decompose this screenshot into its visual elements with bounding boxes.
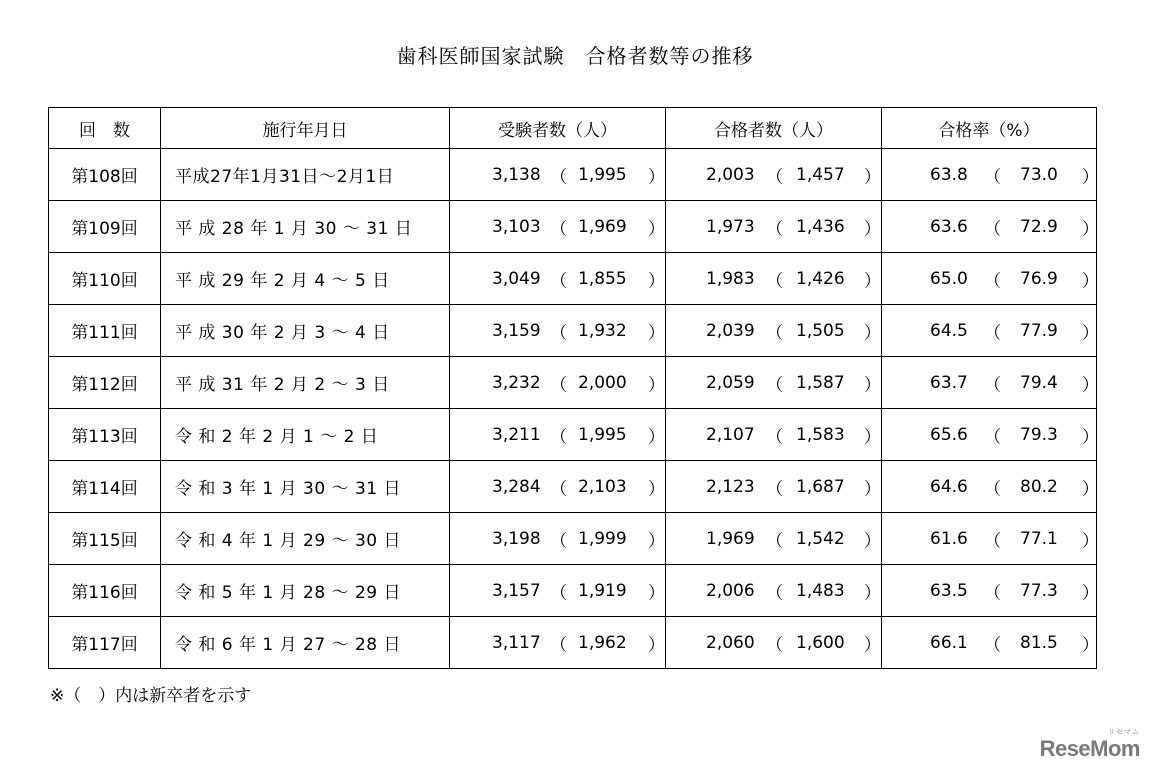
rate-new-graduate-value: 72.9 bbox=[1020, 216, 1058, 237]
paren-close: ） bbox=[648, 219, 665, 239]
paren-close: ） bbox=[648, 531, 665, 551]
cell-examinees bbox=[450, 409, 666, 461]
paren-open: （ bbox=[550, 427, 567, 447]
paren-open: （ bbox=[984, 635, 1001, 655]
cell-round: 第111回 bbox=[49, 305, 161, 357]
examinees-value: 3,284 bbox=[492, 476, 541, 497]
passers-value: 1,969 bbox=[706, 528, 755, 549]
rate-value: 63.6 bbox=[930, 216, 968, 237]
cell-rate bbox=[882, 253, 1097, 305]
paren-close: ） bbox=[864, 271, 881, 291]
table-row bbox=[49, 149, 1097, 201]
paren-open: （ bbox=[984, 219, 1001, 239]
rate-value: 64.5 bbox=[930, 320, 968, 341]
cell-rate bbox=[882, 565, 1097, 617]
rate-new-graduate-value: 73.0 bbox=[1020, 164, 1058, 185]
cell-round: 第114回 bbox=[49, 461, 161, 513]
paren-open: （ bbox=[766, 583, 783, 603]
cell-examinees bbox=[450, 513, 666, 565]
paren-close: ） bbox=[1082, 635, 1099, 655]
cell-passers bbox=[666, 565, 882, 617]
passers-value: 2,059 bbox=[706, 372, 755, 393]
paren-open: （ bbox=[766, 635, 783, 655]
examinees-value: 3,232 bbox=[492, 372, 541, 393]
table-row bbox=[49, 461, 1097, 513]
cell-rate bbox=[882, 409, 1097, 461]
cell-date: 平 成 31 年 2 月 2 ～ 3 日 bbox=[161, 357, 450, 409]
table-header-row bbox=[49, 108, 1097, 149]
passers-value: 1,973 bbox=[706, 216, 755, 237]
passers-new-graduate-value: 1,426 bbox=[796, 268, 845, 289]
paren-close: ） bbox=[648, 375, 665, 395]
rate-new-graduate-value: 79.3 bbox=[1020, 424, 1058, 445]
cell-passers bbox=[666, 253, 882, 305]
cell-passers bbox=[666, 409, 882, 461]
paren-close: ） bbox=[648, 271, 665, 291]
examinees-value: 3,198 bbox=[492, 528, 541, 549]
cell-rate bbox=[882, 513, 1097, 565]
examinees-value: 3,211 bbox=[492, 424, 541, 445]
cell-date: 令 和 4 年 1 月 29 ～ 30 日 bbox=[161, 513, 450, 565]
rate-value: 61.6 bbox=[930, 528, 968, 549]
paren-open: （ bbox=[550, 531, 567, 551]
rate-new-graduate-value: 77.9 bbox=[1020, 320, 1058, 341]
paren-open: （ bbox=[766, 271, 783, 291]
paren-open: （ bbox=[550, 375, 567, 395]
paren-close: ） bbox=[864, 583, 881, 603]
cell-passers bbox=[666, 305, 882, 357]
passers-new-graduate-value: 1,505 bbox=[796, 320, 845, 341]
cell-round: 第110回 bbox=[49, 253, 161, 305]
passers-new-graduate-value: 1,600 bbox=[796, 632, 845, 653]
passers-value: 2,006 bbox=[706, 580, 755, 601]
examinees-new-graduate-value: 1,962 bbox=[578, 632, 627, 653]
paren-open: （ bbox=[766, 167, 783, 187]
paren-close: ） bbox=[648, 167, 665, 187]
paren-open: （ bbox=[766, 375, 783, 395]
rate-new-graduate-value: 80.2 bbox=[1020, 476, 1058, 497]
resemom-logo bbox=[1039, 729, 1140, 762]
cell-examinees bbox=[450, 149, 666, 201]
passers-new-graduate-value: 1,587 bbox=[796, 372, 845, 393]
examinees-value: 3,157 bbox=[492, 580, 541, 601]
paren-open: （ bbox=[984, 427, 1001, 447]
passers-value: 2,060 bbox=[706, 632, 755, 653]
paren-open: （ bbox=[550, 479, 567, 499]
cell-rate bbox=[882, 201, 1097, 253]
passers-value: 2,123 bbox=[706, 476, 755, 497]
examinees-new-graduate-value: 1,932 bbox=[578, 320, 627, 341]
passers-value: 2,039 bbox=[706, 320, 755, 341]
table-row bbox=[49, 305, 1097, 357]
header-examinees: 受験者数（人） bbox=[450, 108, 666, 149]
paren-close: ） bbox=[864, 635, 881, 655]
rate-value: 66.1 bbox=[930, 632, 968, 653]
paren-close: ） bbox=[1082, 583, 1099, 603]
paren-open: （ bbox=[766, 479, 783, 499]
rate-value: 63.8 bbox=[930, 164, 968, 185]
paren-close: ） bbox=[864, 219, 881, 239]
cell-rate bbox=[882, 461, 1097, 513]
paren-close: ） bbox=[648, 427, 665, 447]
paren-open: （ bbox=[766, 531, 783, 551]
paren-open: （ bbox=[550, 635, 567, 655]
examinees-new-graduate-value: 2,000 bbox=[578, 372, 627, 393]
cell-date: 平 成 28 年 1 月 30 ～ 31 日 bbox=[161, 201, 450, 253]
cell-examinees bbox=[450, 461, 666, 513]
rate-value: 63.7 bbox=[930, 372, 968, 393]
paren-close: ） bbox=[864, 375, 881, 395]
paren-open: （ bbox=[766, 219, 783, 239]
cell-date: 令 和 2 年 2 月 1 ～ 2 日 bbox=[161, 409, 450, 461]
cell-date: 令 和 5 年 1 月 28 ～ 29 日 bbox=[161, 565, 450, 617]
paren-open: （ bbox=[984, 271, 1001, 291]
paren-close: ） bbox=[864, 531, 881, 551]
paren-open: （ bbox=[550, 219, 567, 239]
cell-rate bbox=[882, 357, 1097, 409]
paren-close: ） bbox=[648, 635, 665, 655]
table-row bbox=[49, 513, 1097, 565]
cell-passers bbox=[666, 201, 882, 253]
passers-new-graduate-value: 1,457 bbox=[796, 164, 845, 185]
cell-round: 第112回 bbox=[49, 357, 161, 409]
rate-new-graduate-value: 81.5 bbox=[1020, 632, 1058, 653]
cell-passers bbox=[666, 357, 882, 409]
passers-new-graduate-value: 1,687 bbox=[796, 476, 845, 497]
paren-close: ） bbox=[864, 427, 881, 447]
table-row bbox=[49, 357, 1097, 409]
paren-open: （ bbox=[550, 583, 567, 603]
paren-close: ） bbox=[864, 323, 881, 343]
paren-open: （ bbox=[550, 167, 567, 187]
paren-open: （ bbox=[766, 427, 783, 447]
passers-value: 1,983 bbox=[706, 268, 755, 289]
cell-examinees bbox=[450, 565, 666, 617]
paren-open: （ bbox=[984, 167, 1001, 187]
cell-examinees bbox=[450, 305, 666, 357]
passers-value: 2,107 bbox=[706, 424, 755, 445]
header-passers: 合格者数（人） bbox=[666, 108, 882, 149]
logo-kana: リセマム bbox=[1108, 729, 1140, 736]
table-row bbox=[49, 409, 1097, 461]
cell-round: 第109回 bbox=[49, 201, 161, 253]
paren-open: （ bbox=[984, 583, 1001, 603]
cell-passers bbox=[666, 513, 882, 565]
cell-date: 平成27年1月31日～2月1日 bbox=[161, 149, 450, 201]
paren-close: ） bbox=[648, 479, 665, 499]
passers-new-graduate-value: 1,542 bbox=[796, 528, 845, 549]
cell-examinees bbox=[450, 357, 666, 409]
cell-passers bbox=[666, 617, 882, 669]
paren-close: ） bbox=[864, 167, 881, 187]
cell-rate bbox=[882, 149, 1097, 201]
paren-close: ） bbox=[1082, 375, 1099, 395]
header-rate: 合格率（%） bbox=[882, 108, 1097, 149]
rate-value: 65.0 bbox=[930, 268, 968, 289]
cell-passers bbox=[666, 461, 882, 513]
cell-round: 第116回 bbox=[49, 565, 161, 617]
rate-new-graduate-value: 77.3 bbox=[1020, 580, 1058, 601]
examinees-value: 3,138 bbox=[492, 164, 541, 185]
paren-close: ） bbox=[1082, 219, 1099, 239]
footnote: ※（ ）内は新卒者を示す bbox=[50, 686, 252, 706]
logo-text: ReseMom bbox=[1039, 736, 1140, 761]
table-row bbox=[49, 617, 1097, 669]
cell-round: 第108回 bbox=[49, 149, 161, 201]
cell-examinees bbox=[450, 201, 666, 253]
cell-round: 第115回 bbox=[49, 513, 161, 565]
cell-rate bbox=[882, 305, 1097, 357]
examinees-new-graduate-value: 1,995 bbox=[578, 424, 627, 445]
examinees-new-graduate-value: 1,855 bbox=[578, 268, 627, 289]
rate-value: 65.6 bbox=[930, 424, 968, 445]
examinees-new-graduate-value: 1,969 bbox=[578, 216, 627, 237]
page-title: 歯科医師国家試験 合格者数等の推移 bbox=[396, 44, 754, 68]
cell-date: 平 成 30 年 2 月 3 ～ 4 日 bbox=[161, 305, 450, 357]
header-round: 回 数 bbox=[49, 108, 161, 149]
paren-open: （ bbox=[550, 323, 567, 343]
passers-new-graduate-value: 1,583 bbox=[796, 424, 845, 445]
cell-round: 第113回 bbox=[49, 409, 161, 461]
examinees-new-graduate-value: 1,995 bbox=[578, 164, 627, 185]
table-body bbox=[49, 149, 1097, 669]
rate-new-graduate-value: 76.9 bbox=[1020, 268, 1058, 289]
rate-new-graduate-value: 77.1 bbox=[1020, 528, 1058, 549]
paren-open: （ bbox=[984, 531, 1001, 551]
paren-close: ） bbox=[1082, 531, 1099, 551]
cell-rate bbox=[882, 617, 1097, 669]
paren-open: （ bbox=[984, 375, 1001, 395]
paren-open: （ bbox=[984, 323, 1001, 343]
table-row bbox=[49, 201, 1097, 253]
header-date: 施行年月日 bbox=[161, 108, 450, 149]
examinees-value: 3,159 bbox=[492, 320, 541, 341]
paren-close: ） bbox=[864, 479, 881, 499]
paren-close: ） bbox=[1082, 167, 1099, 187]
paren-open: （ bbox=[984, 479, 1001, 499]
paren-close: ） bbox=[648, 323, 665, 343]
paren-close: ） bbox=[648, 583, 665, 603]
examinees-value: 3,049 bbox=[492, 268, 541, 289]
cell-examinees bbox=[450, 253, 666, 305]
passers-new-graduate-value: 1,483 bbox=[796, 580, 845, 601]
paren-close: ） bbox=[1082, 479, 1099, 499]
paren-close: ） bbox=[1082, 323, 1099, 343]
cell-round: 第117回 bbox=[49, 617, 161, 669]
examinees-new-graduate-value: 1,919 bbox=[578, 580, 627, 601]
passers-value: 2,003 bbox=[706, 164, 755, 185]
rate-new-graduate-value: 79.4 bbox=[1020, 372, 1058, 393]
paren-close: ） bbox=[1082, 271, 1099, 291]
table-row bbox=[49, 565, 1097, 617]
rate-value: 64.6 bbox=[930, 476, 968, 497]
rate-value: 63.5 bbox=[930, 580, 968, 601]
paren-open: （ bbox=[766, 323, 783, 343]
cell-date: 平 成 29 年 2 月 4 ～ 5 日 bbox=[161, 253, 450, 305]
paren-close: ） bbox=[1082, 427, 1099, 447]
paren-open: （ bbox=[550, 271, 567, 291]
cell-passers bbox=[666, 149, 882, 201]
exam-results-table bbox=[48, 107, 1097, 669]
cell-examinees bbox=[450, 617, 666, 669]
passers-new-graduate-value: 1,436 bbox=[796, 216, 845, 237]
examinees-new-graduate-value: 1,999 bbox=[578, 528, 627, 549]
examinees-value: 3,117 bbox=[492, 632, 541, 653]
examinees-value: 3,103 bbox=[492, 216, 541, 237]
examinees-new-graduate-value: 2,103 bbox=[578, 476, 627, 497]
cell-date: 令 和 6 年 1 月 27 ～ 28 日 bbox=[161, 617, 450, 669]
table-row bbox=[49, 253, 1097, 305]
cell-date: 令 和 3 年 1 月 30 ～ 31 日 bbox=[161, 461, 450, 513]
